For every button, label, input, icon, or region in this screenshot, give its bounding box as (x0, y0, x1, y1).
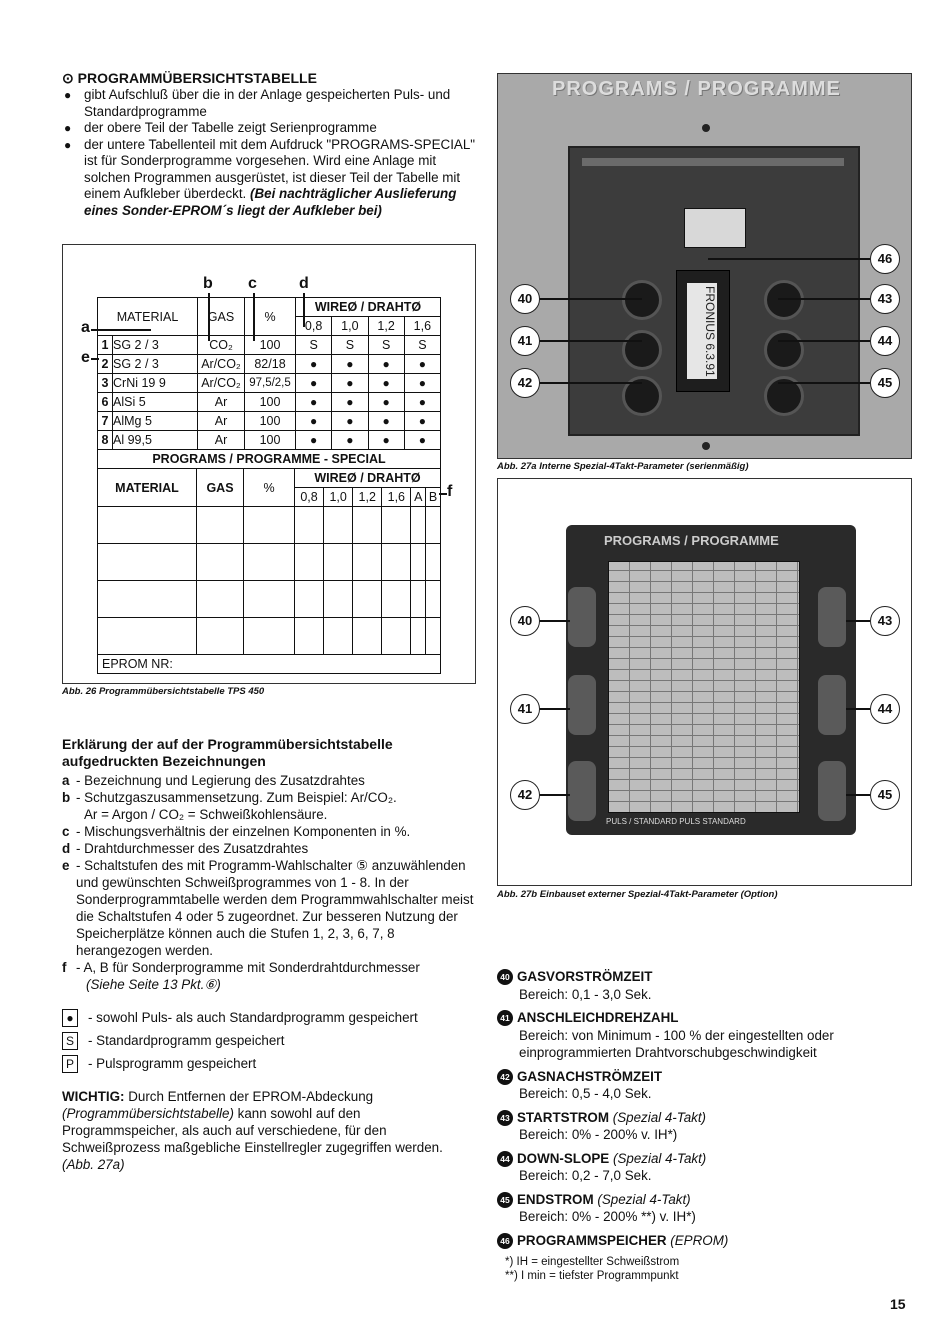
important-note: WICHTIG: Durch Entfernen der EPROM-Abdeckung (Programmübersichtstabelle) kann sowohl auf den Programmspeicher, als auch auf verschiedene, für den Schweißprozess maßgebliche Einstellregler zugegriffen werden. (Abb. 27a) (62, 1089, 443, 1172)
overview-section (62, 70, 477, 219)
label-f: f (447, 483, 453, 500)
overview-title: ⊙ PROGRAMMÜBERSICHTSTABELLE (62, 70, 317, 86)
page-number: 15 (890, 1296, 906, 1312)
special-head-material: MATERIAL (98, 469, 197, 507)
number-icon: 44 (497, 1151, 513, 1167)
screw-icon (702, 124, 710, 132)
bullet-1: ● gibt Aufschluß über die in der Anlage gespeicherten Puls- und Standardprogramme (62, 87, 477, 120)
bullet-3: ● der untere Tabellenteil mit dem Aufdruck "PROGRAMS-SPECIAL" ist für Sonderprogramme vorgesehen. Wird eine Anlage mit solchen Programmen ausgerüstet, ist dieser Teil der Tabelle mit einem Aufkleber überdeckt. (Bei nachträglicher Auslieferung eines Sonder-EPROM´s liegt der Aufkleber bei) (62, 137, 477, 220)
head-percent: % (245, 298, 296, 336)
program-table-figure (62, 244, 476, 684)
knob-45-icon (818, 761, 846, 821)
bullet-2: ● der obere Teil der Tabelle zeigt Serienprogramme (62, 120, 477, 137)
special-title: PROGRAMS / PROGRAMME - SPECIAL (98, 450, 441, 469)
explanation-item-c: c - Mischungsverhältnis der einzelnen Komponenten in %. (62, 824, 411, 839)
table-row: 7 AlMg 5 Ar 100 ● ● ● ● (98, 412, 441, 431)
potentiometer-40-icon (622, 280, 662, 320)
table-row (98, 618, 441, 655)
head-wire: WIREØ / DRAHTØ (296, 298, 441, 317)
callout-44: 44 (870, 694, 900, 724)
head-dia-4: 1,6 (404, 317, 440, 336)
device-panel (566, 525, 856, 835)
leader-41 (538, 340, 642, 342)
board-label (684, 208, 746, 248)
leader-44 (846, 708, 870, 710)
leader-46 (708, 258, 870, 260)
explanation-item-f: f - A, B für Sonderprogramme mit Sonderdrahtdurchmesser (Siehe Seite 13 Pkt.⑥) (62, 960, 420, 992)
photo-a-header: PROGRAMS / PROGRAMME (552, 78, 841, 100)
caption-abb27a: Abb. 27a Interne Spezial-4Takt-Parameter (serienmäßig) (497, 461, 749, 472)
eprom-chip-icon: FRONIUS 6.3.91 (676, 270, 730, 392)
photo-27a (497, 73, 912, 459)
caption-abb26: Abb. 26 Programmübersichtstabelle TPS 450 (62, 686, 265, 697)
number-icon: 45 (497, 1192, 513, 1208)
head-material: MATERIAL (98, 298, 198, 336)
leader-44 (778, 340, 870, 342)
legend-item: ● - sowohl Puls- als auch Standardprogramm gespeichert (62, 1006, 477, 1029)
label-a: a (81, 319, 90, 336)
screw-icon (702, 442, 710, 450)
callout-45: 45 (870, 780, 900, 810)
leader-45 (846, 794, 870, 796)
table-row: 8 Al 99,5 Ar 100 ● ● ● ● (98, 431, 441, 450)
footnotes: *) IH = eingestellter Schweißstrom **) I min = tiefster Programmpunkt (505, 1256, 680, 1282)
photo-b-header: PROGRAMS / PROGRAMME (604, 533, 779, 548)
knob-41-icon (568, 675, 596, 735)
label-e: e (81, 349, 90, 366)
callout-42: 42 (510, 368, 540, 398)
special-head-gas: GAS (197, 469, 244, 507)
overview-bullets (62, 87, 477, 219)
circuit-board (568, 146, 860, 436)
label-d: d (299, 275, 309, 292)
explanation-item-b2: Ar = Argon / CO₂ = Schweißkohlensäure. (84, 807, 328, 822)
leader-43 (846, 620, 870, 622)
callout-42: 42 (510, 780, 540, 810)
eprom-number: EPROM NR: (98, 655, 441, 674)
param-42: 42 GASNACHSTRÖMZEIT Bereich: 0,5 - 4,0 Sek. (497, 1068, 907, 1103)
callout-41: 41 (510, 326, 540, 356)
special-head-wire: WIREØ / DRAHTØ (295, 469, 441, 488)
potentiometer-41-icon (622, 330, 662, 370)
caption-abb27b: Abb. 27b Einbauset externer Spezial-4Takt-Parameter (Option) (497, 889, 778, 900)
number-icon: 40 (497, 969, 513, 985)
head-dia-3: 1,2 (368, 317, 404, 336)
legend-item: S - Standardprogramm gespeichert (62, 1029, 477, 1052)
potentiometer-44-icon (764, 330, 804, 370)
board-strip (582, 158, 844, 166)
legend-symbol: S (62, 1032, 78, 1050)
param-41: 41 ANSCHLEICHDREHZAHL Bereich: von Minimum - 100 % der eingestellten oder einprogrammierten Drahtvorschubgeschwindigkeit (497, 1009, 907, 1062)
parameter-list (497, 968, 907, 1283)
table-row (98, 507, 441, 544)
callout-45: 45 (870, 368, 900, 398)
leader-43 (778, 298, 870, 300)
leader-41 (538, 708, 570, 710)
number-icon: 42 (497, 1069, 513, 1085)
explanation-item-a: a - Bezeichnung und Legierung des Zusatzdrahtes (62, 773, 365, 788)
label-c: c (248, 275, 257, 292)
param-45: 45 ENDSTROM (Spezial 4-Takt) Bereich: 0% - 200% **) v. IH*) (497, 1191, 907, 1226)
callout-44: 44 (870, 326, 900, 356)
explanation-item-e: e - Schaltstufen des mit Programm-Wahlschalter ⑤ anzuwählenden und gewünschten Schweißprogrammes von 1 - 8. In der Sonderprogrammtabelle werden dem Programmwahlschalter meist die Schaltstufen 4 oder 5 zugeordnet. Zur besseren Nutzung der Speicherplätze können auch die Stufen 1, 2, 3, 6, 7, 8 herangezogen werden. (62, 858, 474, 958)
photo-27b (497, 478, 912, 886)
table-row: 2 SG 2 / 3 Ar/CO₂ 82/18 ● ● ● ● (98, 355, 441, 374)
callout-40: 40 (510, 284, 540, 314)
head-dia-1: 0,8 (296, 317, 332, 336)
special-head-percent: % (244, 469, 295, 507)
legend-item: P - Pulsprogramm gespeichert (62, 1052, 477, 1075)
legend-symbol: ● (62, 1009, 78, 1027)
knob-44-icon (818, 675, 846, 735)
explanation-item-d: d - Drahtdurchmesser des Zusatzdrahtes (62, 841, 309, 856)
special-program-table: PROGRAMS / PROGRAMME - SPECIAL MATERIAL GAS % WIREØ / DRAHTØ 0,8 1,0 1,2 1,6 A B EPROM NR: (97, 449, 441, 674)
table-row (98, 581, 441, 618)
table-row: 3 CrNi 19 9 Ar/CO₂ 97,5/2,5 ● ● ● ● (98, 374, 441, 393)
callout-40: 40 (510, 606, 540, 636)
number-icon: 46 (497, 1233, 513, 1249)
knob-40-icon (568, 587, 596, 647)
potentiometer-43-icon (764, 280, 804, 320)
number-icon: 41 (497, 1010, 513, 1026)
explanation-item-b: b - Schutzgaszusammensetzung. Zum Beispiel: Ar/CO₂. (62, 790, 397, 805)
explanation-title: Erklärung der auf der Programmübersichtstabelle aufgedruckten Bezeichnungen (62, 736, 393, 769)
series-program-table (97, 297, 441, 450)
leader-45 (778, 382, 870, 384)
knob-43-icon (818, 587, 846, 647)
callout-43: 43 (870, 606, 900, 636)
callout-43: 43 (870, 284, 900, 314)
photo-b-footer: PULS / STANDARD PULS STANDARD (606, 817, 746, 826)
param-44: 44 DOWN-SLOPE (Spezial 4-Takt) Bereich: 0,2 - 7,0 Sek. (497, 1150, 907, 1185)
table-row (98, 544, 441, 581)
legend (62, 1006, 477, 1075)
head-gas: GAS (198, 298, 245, 336)
head-dia-2: 1,0 (332, 317, 368, 336)
overview-marker-icon: ⊙ (62, 70, 74, 86)
param-40: 40 GASVORSTRÖMZEIT Bereich: 0,1 - 3,0 Sek. (497, 968, 907, 1003)
leader-42 (538, 382, 642, 384)
leader-40 (538, 620, 570, 622)
table-row: 6 AlSi 5 Ar 100 ● ● ● ● (98, 393, 441, 412)
label-b: b (203, 275, 213, 292)
number-icon: 43 (497, 1110, 513, 1126)
legend-symbol: P (62, 1055, 78, 1073)
mini-program-table (608, 561, 800, 813)
leader-40 (538, 298, 642, 300)
param-43: 43 STARTSTROM (Spezial 4-Takt) Bereich: 0% - 200% v. IH*) (497, 1109, 907, 1144)
callout-46: 46 (870, 244, 900, 274)
knob-42-icon (568, 761, 596, 821)
table-row: 1 SG 2 / 3 CO₂ 100 S S S S (98, 336, 441, 355)
leader-42 (538, 794, 570, 796)
callout-41: 41 (510, 694, 540, 724)
param-46: 46 PROGRAMMSPEICHER (EPROM) (497, 1232, 907, 1250)
explanation-section (62, 736, 477, 993)
